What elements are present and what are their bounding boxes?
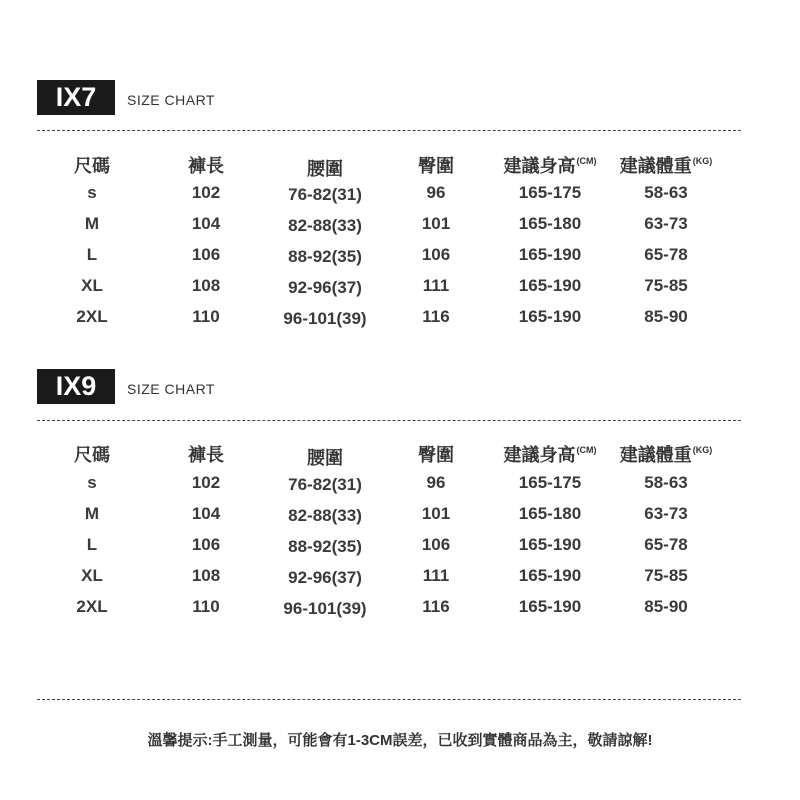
cell-height: 165-190 <box>518 566 582 585</box>
table-header <box>0 441 800 468</box>
cell-weight: 58-63 <box>644 183 688 202</box>
cell-size: M <box>84 504 100 523</box>
cell-weight: 85-90 <box>644 307 688 326</box>
weight-unit: (KG) <box>692 156 713 166</box>
cell-waist: 88-92(35) <box>288 247 362 266</box>
cell-weight: 63-73 <box>644 504 688 523</box>
weight-unit: (KG) <box>692 445 713 455</box>
cell-waist: 92-96(37) <box>288 278 362 297</box>
cell-hip: 111 <box>422 276 450 295</box>
divider <box>37 699 741 700</box>
cell-hip: 96 <box>426 183 446 202</box>
cell-length: 104 <box>191 214 221 233</box>
model-badge: IX9 <box>37 369 115 404</box>
cell-length: 110 <box>192 597 220 616</box>
cell-weight: 85-90 <box>644 597 688 616</box>
table-row <box>0 307 800 331</box>
cell-size: L <box>86 535 98 554</box>
cell-waist: 82-88(33) <box>288 506 362 525</box>
cell-size: 2XL <box>76 597 108 616</box>
cell-height: 165-190 <box>518 276 582 295</box>
header-height: 建議身高$^{(CM)}$ <box>503 445 597 465</box>
cell-length: 104 <box>191 504 221 523</box>
cell-weight: 65-78 <box>644 535 688 554</box>
model-badge: IX7 <box>37 80 115 115</box>
table-row <box>0 276 800 300</box>
height-unit: (CM) <box>576 156 597 166</box>
cell-length: 108 <box>191 276 221 295</box>
table-row <box>0 566 800 590</box>
header-size: 尺碼 <box>74 445 110 465</box>
cell-height: 165-190 <box>518 307 582 326</box>
divider <box>37 420 741 421</box>
table-row <box>0 183 800 207</box>
cell-size: XL <box>81 566 103 585</box>
header-waist: 腰圍 <box>307 448 343 468</box>
cell-size: 2XL <box>76 307 108 326</box>
cell-weight: 58-63 <box>644 473 688 492</box>
cell-waist: 82-88(33) <box>288 216 362 235</box>
cell-weight: 75-85 <box>644 276 688 295</box>
cell-waist: 76-82(31) <box>288 185 362 204</box>
cell-height: 165-190 <box>518 245 582 264</box>
header-weight: 建議體重$^{(KG)}$ <box>619 445 713 465</box>
cell-height: 165-175 <box>518 183 582 202</box>
cell-waist: 92-96(37) <box>288 568 362 587</box>
header-hip: 臀圍 <box>418 445 454 465</box>
cell-height: 165-190 <box>518 597 582 616</box>
cell-hip: 116 <box>422 597 450 616</box>
cell-waist: 76-82(31) <box>288 475 362 494</box>
cell-weight: 75-85 <box>644 566 688 585</box>
header-size: 尺碼 <box>74 156 110 176</box>
header-weight: 建議體重$^{(KG)}$ <box>619 156 713 176</box>
cell-hip: 101 <box>421 214 451 233</box>
measurement-note: 溫馨提示:手工測量，可能會有1-3CM誤差，已收到實體商品為主，敬請諒解! <box>147 732 653 749</box>
cell-length: 102 <box>191 473 221 492</box>
cell-size: s <box>87 473 97 492</box>
cell-weight: 63-73 <box>644 214 688 233</box>
cell-size: s <box>87 183 97 202</box>
header-length: 褲長 <box>188 156 224 176</box>
cell-weight: 65-78 <box>644 245 688 264</box>
table-row <box>0 245 800 269</box>
size-chart-label: SIZE CHART <box>127 381 215 397</box>
cell-length: 108 <box>191 566 221 585</box>
header-hip: 臀圍 <box>418 156 454 176</box>
cell-hip: 106 <box>421 535 451 554</box>
cell-size: L <box>86 245 98 264</box>
header-waist: 腰圍 <box>307 159 343 179</box>
height-unit: (CM) <box>576 445 597 455</box>
cell-hip: 111 <box>422 566 450 585</box>
cell-hip: 116 <box>422 307 450 326</box>
header-length: 褲長 <box>188 445 224 465</box>
table-row <box>0 597 800 621</box>
cell-size: M <box>84 214 100 233</box>
cell-height: 165-175 <box>518 473 582 492</box>
table-row <box>0 473 800 497</box>
cell-height: 165-180 <box>518 504 582 523</box>
cell-length: 102 <box>191 183 221 202</box>
header-height: 建議身高$^{(CM)}$ <box>503 156 597 176</box>
cell-height: 165-180 <box>518 214 582 233</box>
cell-hip: 96 <box>426 473 446 492</box>
cell-length: 106 <box>191 245 221 264</box>
table-row <box>0 504 800 528</box>
cell-hip: 106 <box>421 245 451 264</box>
divider <box>37 130 741 131</box>
cell-size: XL <box>81 276 103 295</box>
table-row <box>0 214 800 238</box>
cell-waist: 88-92(35) <box>288 537 362 556</box>
cell-length: 110 <box>192 307 220 326</box>
cell-height: 165-190 <box>518 535 582 554</box>
cell-length: 106 <box>191 535 221 554</box>
table-header <box>0 152 800 179</box>
table-row <box>0 535 800 559</box>
cell-hip: 101 <box>421 504 451 523</box>
cell-waist: 96-101(39) <box>283 599 367 618</box>
size-chart-label: SIZE CHART <box>127 92 215 108</box>
cell-waist: 96-101(39) <box>283 309 367 328</box>
